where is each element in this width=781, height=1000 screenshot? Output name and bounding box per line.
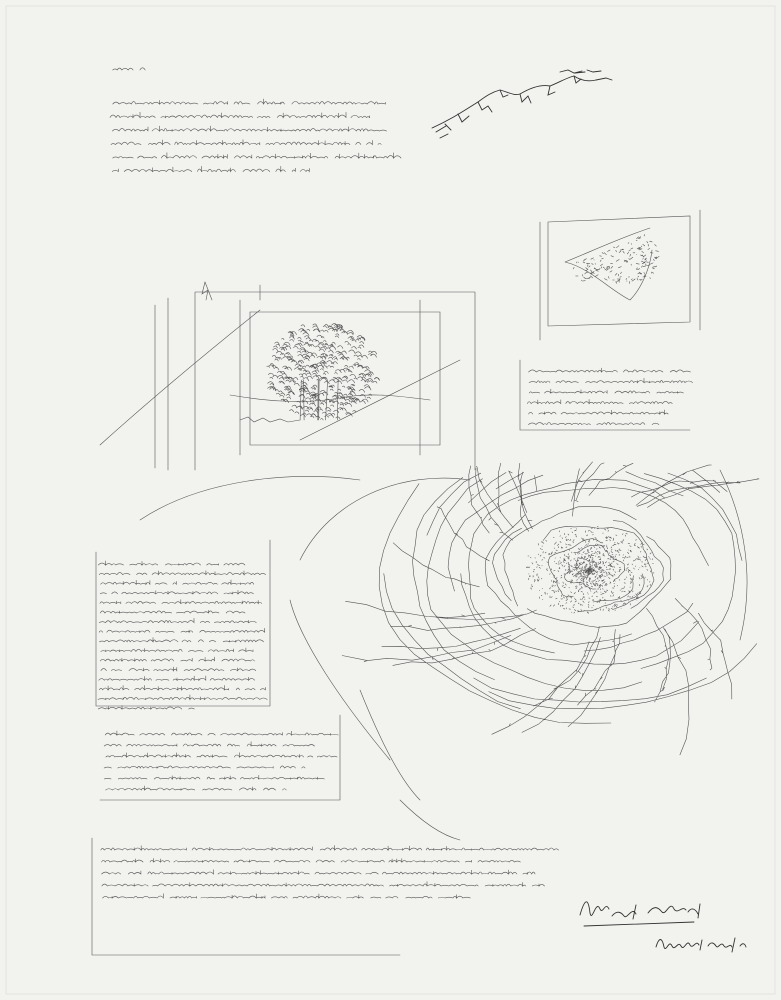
handwritten-signature — [580, 902, 700, 926]
handwritten-heading — [113, 68, 145, 70]
bottom-frame — [92, 838, 400, 955]
middle-paragraph-frame — [100, 715, 340, 800]
handwritten-middle-paragraph — [104, 731, 338, 790]
handwritten-right-caption — [527, 368, 699, 425]
handwritten-bottom-paragraph — [101, 845, 559, 898]
framed-tree-sketch — [100, 282, 475, 470]
handwritten-date — [656, 938, 746, 952]
mountain-ridge-sketch — [432, 70, 612, 138]
handwritten-intro-paragraph — [110, 99, 407, 172]
small-framed-rock-sketch — [540, 210, 700, 340]
handwritten-left-column — [98, 561, 273, 709]
